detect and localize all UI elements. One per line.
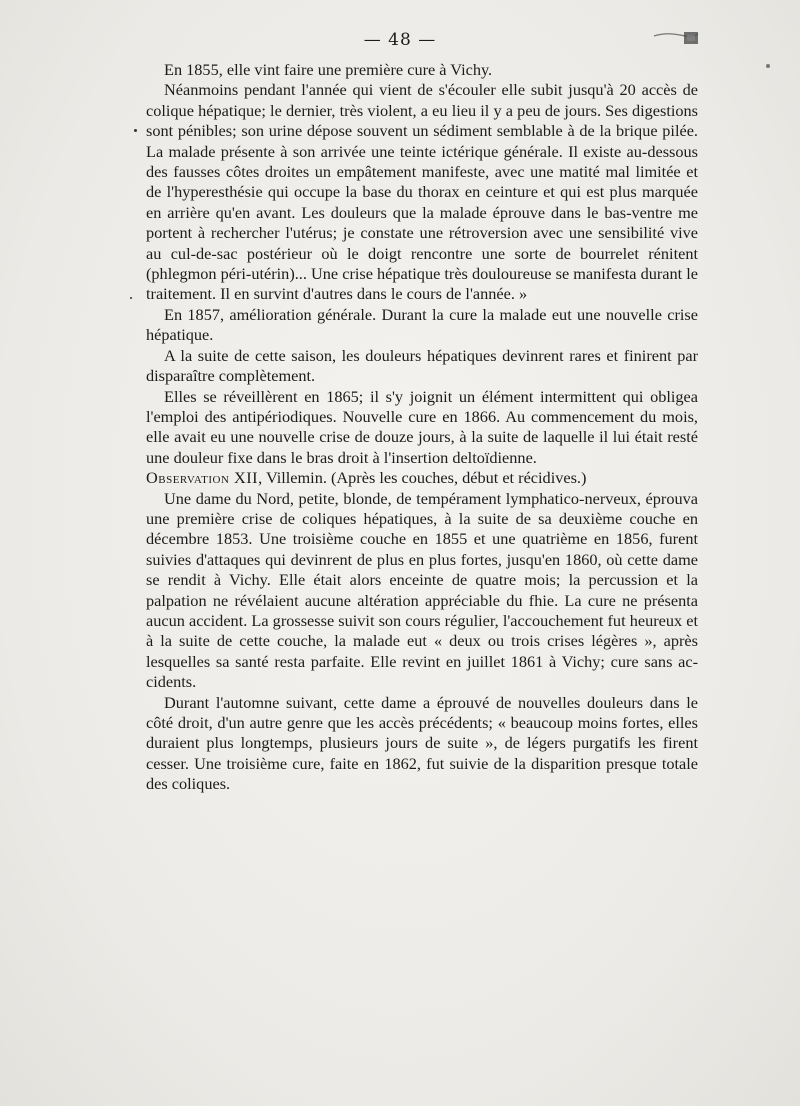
- observation-title: Observation XII: [146, 468, 259, 488]
- paragraph: A la suite de cette saison, les douleurs hépatiques devinrent rares et finirent par disparaître complètement.: [146, 345, 698, 386]
- paragraph: En 1855, elle vint faire une première cure à Vichy.: [164, 60, 493, 79]
- paragraph: Néanmoins pendant l'année qui vient de s'écouler elle subit jusqu'à 20 accès de colique hépatique; le dernier, très violent, a eu lieu il y a peu de jours. Ses digestions sont pénibles; son urine dépose souvent un sédiment semblable à de la brique pilée. La malade présente à son arrivée une teinte ictérique générale. Il existe au-dessous des fausses côtes droites un empâtement manifeste, avec une matité mal limitée et de l'hyperesthésie qui occupe la base du thorax en ceinture et qui est plus marquée en arrière qu'en avant. Les douleurs que la malade éprouve dans le bas-ventre me portent à rechercher l'utérus; je constate une rétroversion avec une sensibilité vive au cul-de-sac postérieur où le doigt rencontre une sorte de bourrelet rénitent (phlegmon péri-utérin)... Une crise hépatique très douloureuse se manifesta durant le traitement. Il en survint d'autres dans le cours de l'année. »: [146, 80, 699, 304]
- page-number: — 48 —: [363, 30, 437, 50]
- paragraph: Durant l'automne suivant, cette dame a éprouvé de nouvelles douleurs dans le côté droit, d'un autre genre que les accès précédents; « beaucoup moins fortes, elles duraient plus longtemps, plusieurs jours de suite », de légers purgatifs les firent cesser. Une troisième cure, faite en 1862, fut suivie de la disparition presque totale des coliques.: [146, 692, 698, 794]
- paragraph: En 1857, amélioration générale. Durant la cure la malade eut une nouvelle crise hépatique.: [146, 304, 698, 345]
- paragraph: Une dame du Nord, petite, blonde, de tempérament lymphatico-nerveux, éprouva une première crise de coliques hépatiques, à la suite de sa deuxième couche en décembre 1853. Une troisième couche en 1855 et une quatrième en 1856, furent suivies d'attaques qui devinrent de plus en plus fortes, jusqu'en 1860, où cette dame se rendit à Vichy. Elle était alors enceinte de quatre mois; la percussion et la palpation ne révélaient aucune altération appréciable du fhie. La cure ne présenta aucun accident. La grossesse suivit son cours régulier, l'accouchement fut heureux et à la suite de cette couche, la malade eut « deux ou trois crises légères », après lesquelles sa santé resta parfaite. Elle revint en juillet 1861 à Vichy; cure sans accidents.: [146, 488, 698, 692]
- paragraph: Elles se réveillèrent en 1865; il s'y joignit un élément intermittent qui obligea l'emploi des antipériodiques. Nouvelle cure en 1866. Au commencement du mois, elle avait eu une nouvelle crise de douze jours, à la suite de laquelle il lui était resté une douleur fixe dans le bras droit à l'insertion deltoïdienne.: [146, 386, 698, 467]
- body-text: [146, 60, 698, 795]
- ink-stain-mark: [652, 28, 700, 46]
- print-speck: [766, 64, 770, 68]
- print-speck: [130, 297, 132, 299]
- observation-subtitle: , Villemin. (Après les couches, début et récidives.): [258, 468, 587, 488]
- observation-heading: [146, 468, 698, 488]
- print-speck: [134, 129, 137, 132]
